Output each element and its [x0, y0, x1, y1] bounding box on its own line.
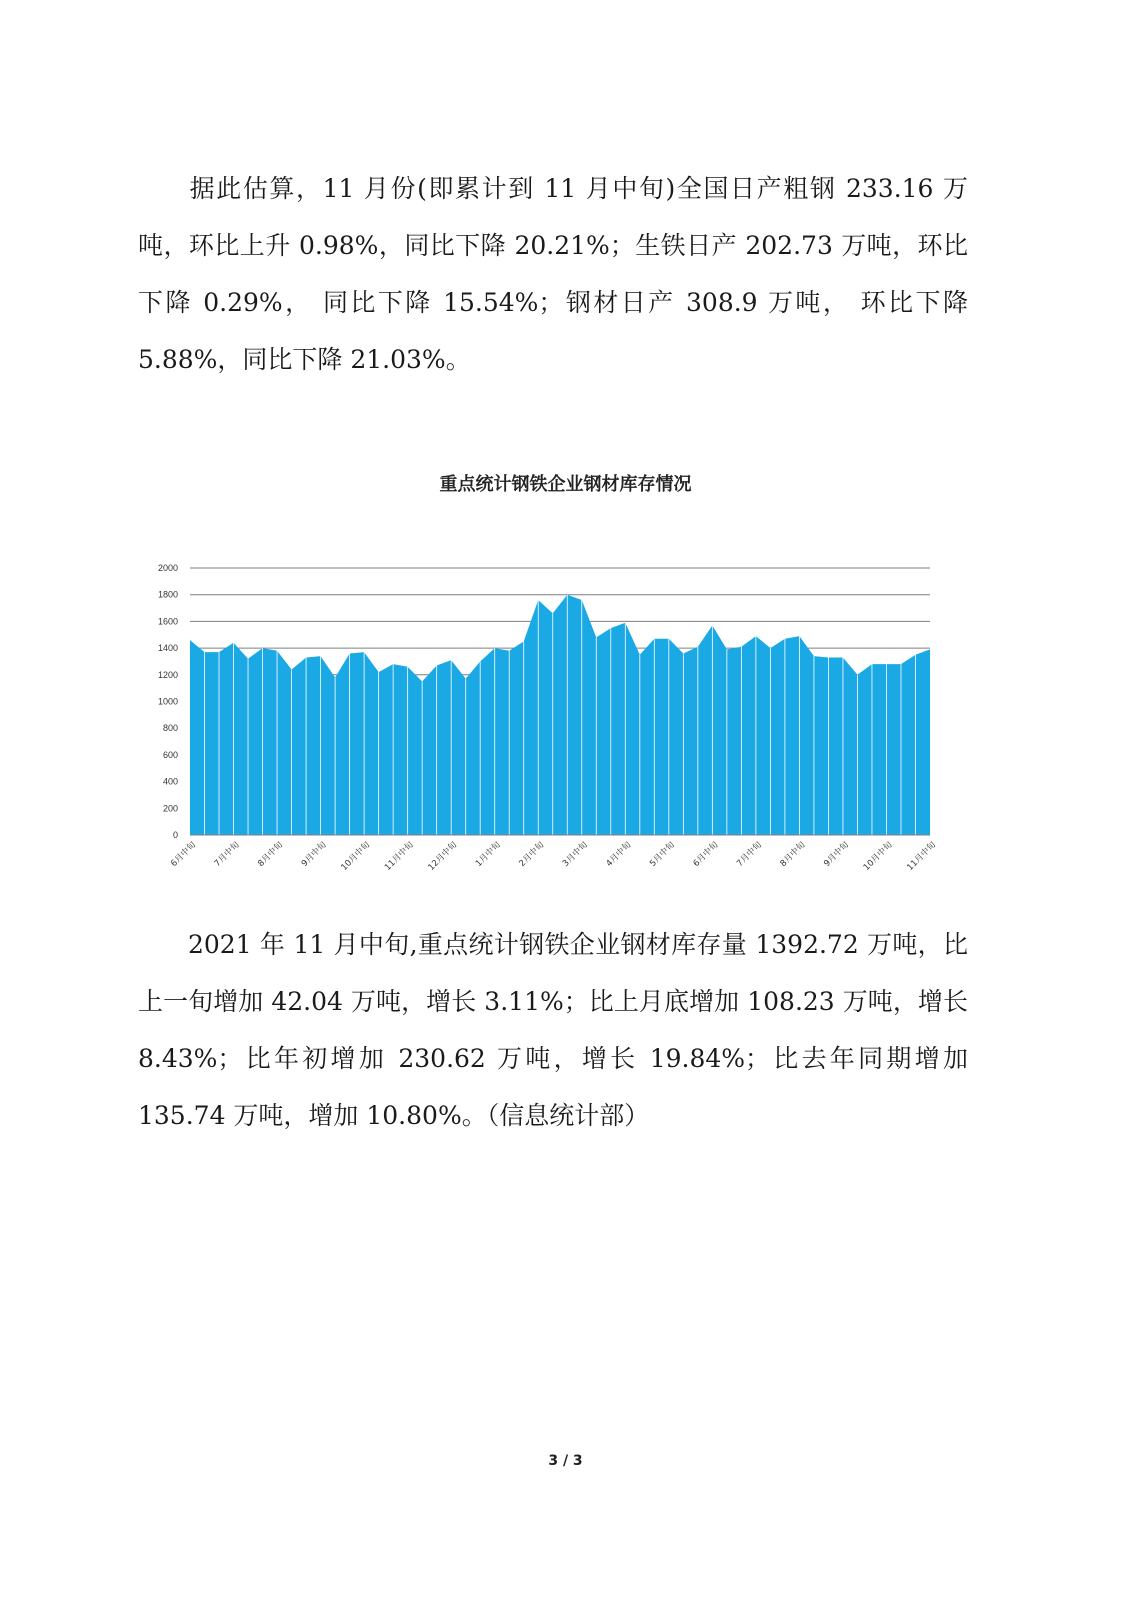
x-tick-label: 8月中旬 [256, 840, 286, 869]
x-tick-label: 9月中旬 [822, 840, 852, 869]
x-tick-label: 6月中旬 [691, 840, 721, 869]
y-tick-label: 200 [162, 803, 178, 814]
x-tick-label: 1月中旬 [473, 840, 503, 869]
y-tick-label: 0 [172, 830, 178, 840]
x-tick-label: 11月中旬 [905, 840, 939, 873]
x-tick-label: 7月中旬 [212, 840, 242, 869]
y-tick-label: 1400 [157, 643, 178, 654]
inventory-area-chart [140, 560, 950, 890]
y-tick-label: 1000 [157, 696, 178, 707]
y-tick-label: 1600 [157, 616, 178, 627]
x-tick-label: 10月中旬 [339, 840, 373, 873]
paragraph-inventory-text: 2021 年 11 月中旬,重点统计钢铁企业钢材库存量 1392.72 万吨，比上一旬增加 42.04 万吨，增长 3.11%；比上月底增加 108.23 万吨，增长 8.43%；比年初增加 230.62 万吨，增长 19.84%；比去年同期增加 135.74 万吨，增加 10.80%。（信息统计部） [138, 930, 968, 1130]
page-number: 3 / 3 [548, 1453, 583, 1469]
paragraph-inventory [138, 916, 968, 1144]
x-tick-label: 3月中旬 [560, 840, 590, 869]
x-tick-label: 5月中旬 [648, 840, 677, 869]
paragraph-production-text: 据此估算，11 月份(即累计到 11 月中旬)全国日产粗钢 233.16 万吨，环比上升 0.98%，同比下降 20.21%；生铁日产 202.73 万吨，环比下降 0.29%， 同比下降 15.54%；钢材日产 308.9 万吨， 环比下降 5.88%，同比下降 21.03%。 [138, 174, 968, 374]
x-tick-label: 8月中旬 [778, 840, 808, 869]
x-tick-label: 9月中旬 [299, 840, 329, 869]
paragraph-production [138, 160, 968, 388]
x-tick-label: 4月中旬 [604, 840, 634, 869]
y-tick-label: 2000 [157, 563, 178, 573]
y-tick-label: 600 [162, 749, 178, 760]
x-tick-label: 12月中旬 [426, 840, 460, 873]
x-tick-label: 7月中旬 [735, 840, 765, 869]
chart-title: 重点统计钢铁企业钢材库存情况 [439, 474, 692, 495]
y-tick-label: 400 [162, 776, 178, 787]
y-tick-label: 800 [162, 723, 178, 734]
y-tick-label: 1200 [157, 669, 178, 680]
inventory-area [190, 595, 930, 835]
x-tick-label: 11月中旬 [383, 840, 416, 873]
x-tick-label: 2月中旬 [517, 840, 547, 869]
x-tick-label: 10月中旬 [861, 840, 895, 873]
y-tick-label: 1800 [157, 589, 178, 600]
x-tick-label: 6月中旬 [169, 840, 199, 869]
